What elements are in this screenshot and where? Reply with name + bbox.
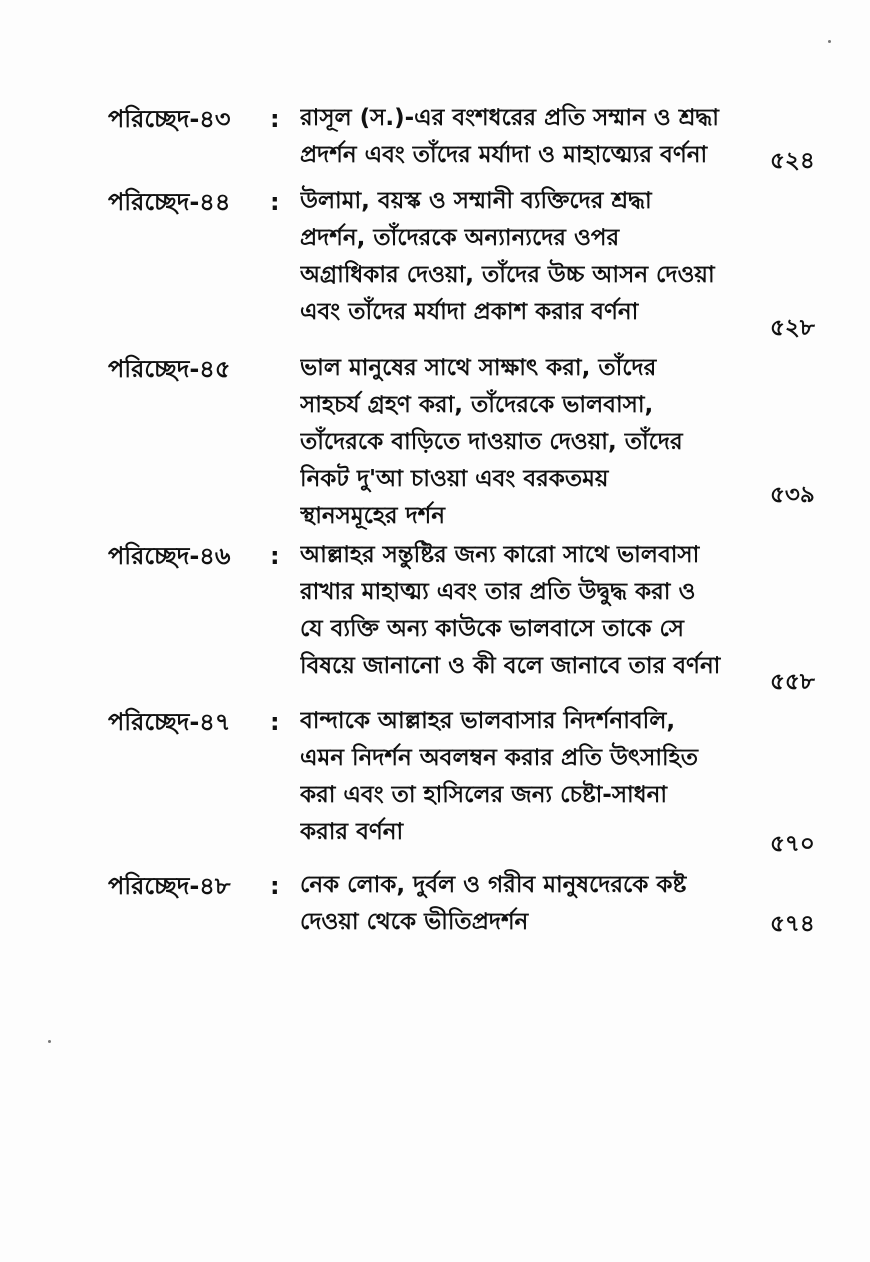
description-line: করা এবং তা হাসিলের জন্য চেষ্টা-সাধনা: [300, 782, 668, 808]
chapter-description: [300, 100, 732, 174]
description-line: রাসূল (স.)-এর বংশধরের প্রতি সম্মান ও শ্রদ্ধা: [300, 105, 719, 131]
chapter-description: [300, 867, 732, 941]
chapter-label: পরিচ্ছেদ-৪৮: [108, 872, 231, 900]
description-line: ভাল মানুষের সাথে সাক্ষাৎ করা, তাঁদের: [300, 355, 657, 381]
chapter-label: পরিচ্ছেদ-৪৫: [108, 355, 231, 383]
description-line: সাহচর্য গ্রহণ করা, তাঁদেরকে ভালবাসা,: [300, 392, 654, 418]
page-number: ৫৩৯: [770, 482, 815, 508]
separator-colon: :: [270, 872, 280, 900]
chapter-label: পরিচ্ছেদ-৪৭: [108, 708, 231, 736]
description-line: প্রদর্শন এবং তাঁদের মর্যাদা ও মাহাত্ম্যের বর্ণনা: [300, 142, 708, 168]
chapter-description: [300, 183, 732, 331]
separator-colon: :: [270, 188, 280, 216]
chapter-label: পরিচ্ছেদ-৪৪: [108, 188, 231, 216]
separator-colon: :: [270, 542, 280, 570]
description-line: আল্লাহর সন্তুষ্টির জন্য কারো সাথে ভালবাসা: [300, 542, 700, 568]
chapter-description: [300, 537, 732, 685]
description-line: তাঁদেরকে বাড়িতে দাওয়াত দেওয়া, তাঁদের: [300, 429, 683, 455]
page-number: ৫৭০: [770, 831, 815, 857]
page-number: ৫২৪: [770, 148, 815, 174]
chapter-description: [300, 350, 732, 535]
scan-speck: [48, 1040, 51, 1043]
separator-colon: :: [270, 708, 280, 736]
scan-speck: [828, 40, 831, 43]
page-number: ৫৭৪: [770, 911, 815, 937]
page-number: ৫৫৮: [770, 669, 815, 695]
description-line: নিকট দু'আ চাওয়া এবং বরকতময়: [300, 466, 609, 492]
chapter-description: [300, 703, 732, 851]
description-line: উলামা, বয়স্ক ও সম্মানী ব্যক্তিদের শ্রদ্ধা: [300, 188, 652, 214]
description-line: বিষয়ে জানানো ও কী বলে জানাবে তার বর্ণনা: [300, 653, 721, 679]
description-line: বান্দাকে আল্লাহর ভালবাসার নিদর্শনাবলি,: [300, 708, 676, 734]
chapter-label: পরিচ্ছেদ-৪৩: [108, 105, 231, 133]
separator-colon: :: [270, 105, 280, 133]
description-line: এবং তাঁদের মর্যাদা প্রকাশ করার বর্ণনা: [300, 299, 639, 325]
chapter-label: পরিচ্ছেদ-৪৬: [108, 542, 231, 570]
description-line: প্রদর্শন, তাঁদেরকে অন্যান্যদের ওপর: [300, 225, 620, 251]
page-number: ৫২৮: [770, 315, 815, 341]
description-line: রাখার মাহাত্ম্য এবং তার প্রতি উদ্বুদ্ধ করা ও: [300, 579, 696, 605]
description-line: করার বর্ণনা: [300, 819, 404, 845]
description-line: স্থানসমূহের দর্শন: [300, 503, 445, 529]
description-line: অগ্রাধিকার দেওয়া, তাঁদের উচ্চ আসন দেওয়া: [300, 262, 715, 288]
description-line: এমন নিদর্শন অবলম্বন করার প্রতি উৎসাহিত: [300, 745, 698, 771]
description-line: দেওয়া থেকে ভীতিপ্রদর্শন: [300, 909, 529, 935]
description-line: নেক লোক, দুর্বল ও গরীব মানুষদেরকে কষ্ট: [300, 872, 687, 898]
description-line: যে ব্যক্তি অন্য কাউকে ভালবাসে তাকে সে: [300, 616, 684, 642]
